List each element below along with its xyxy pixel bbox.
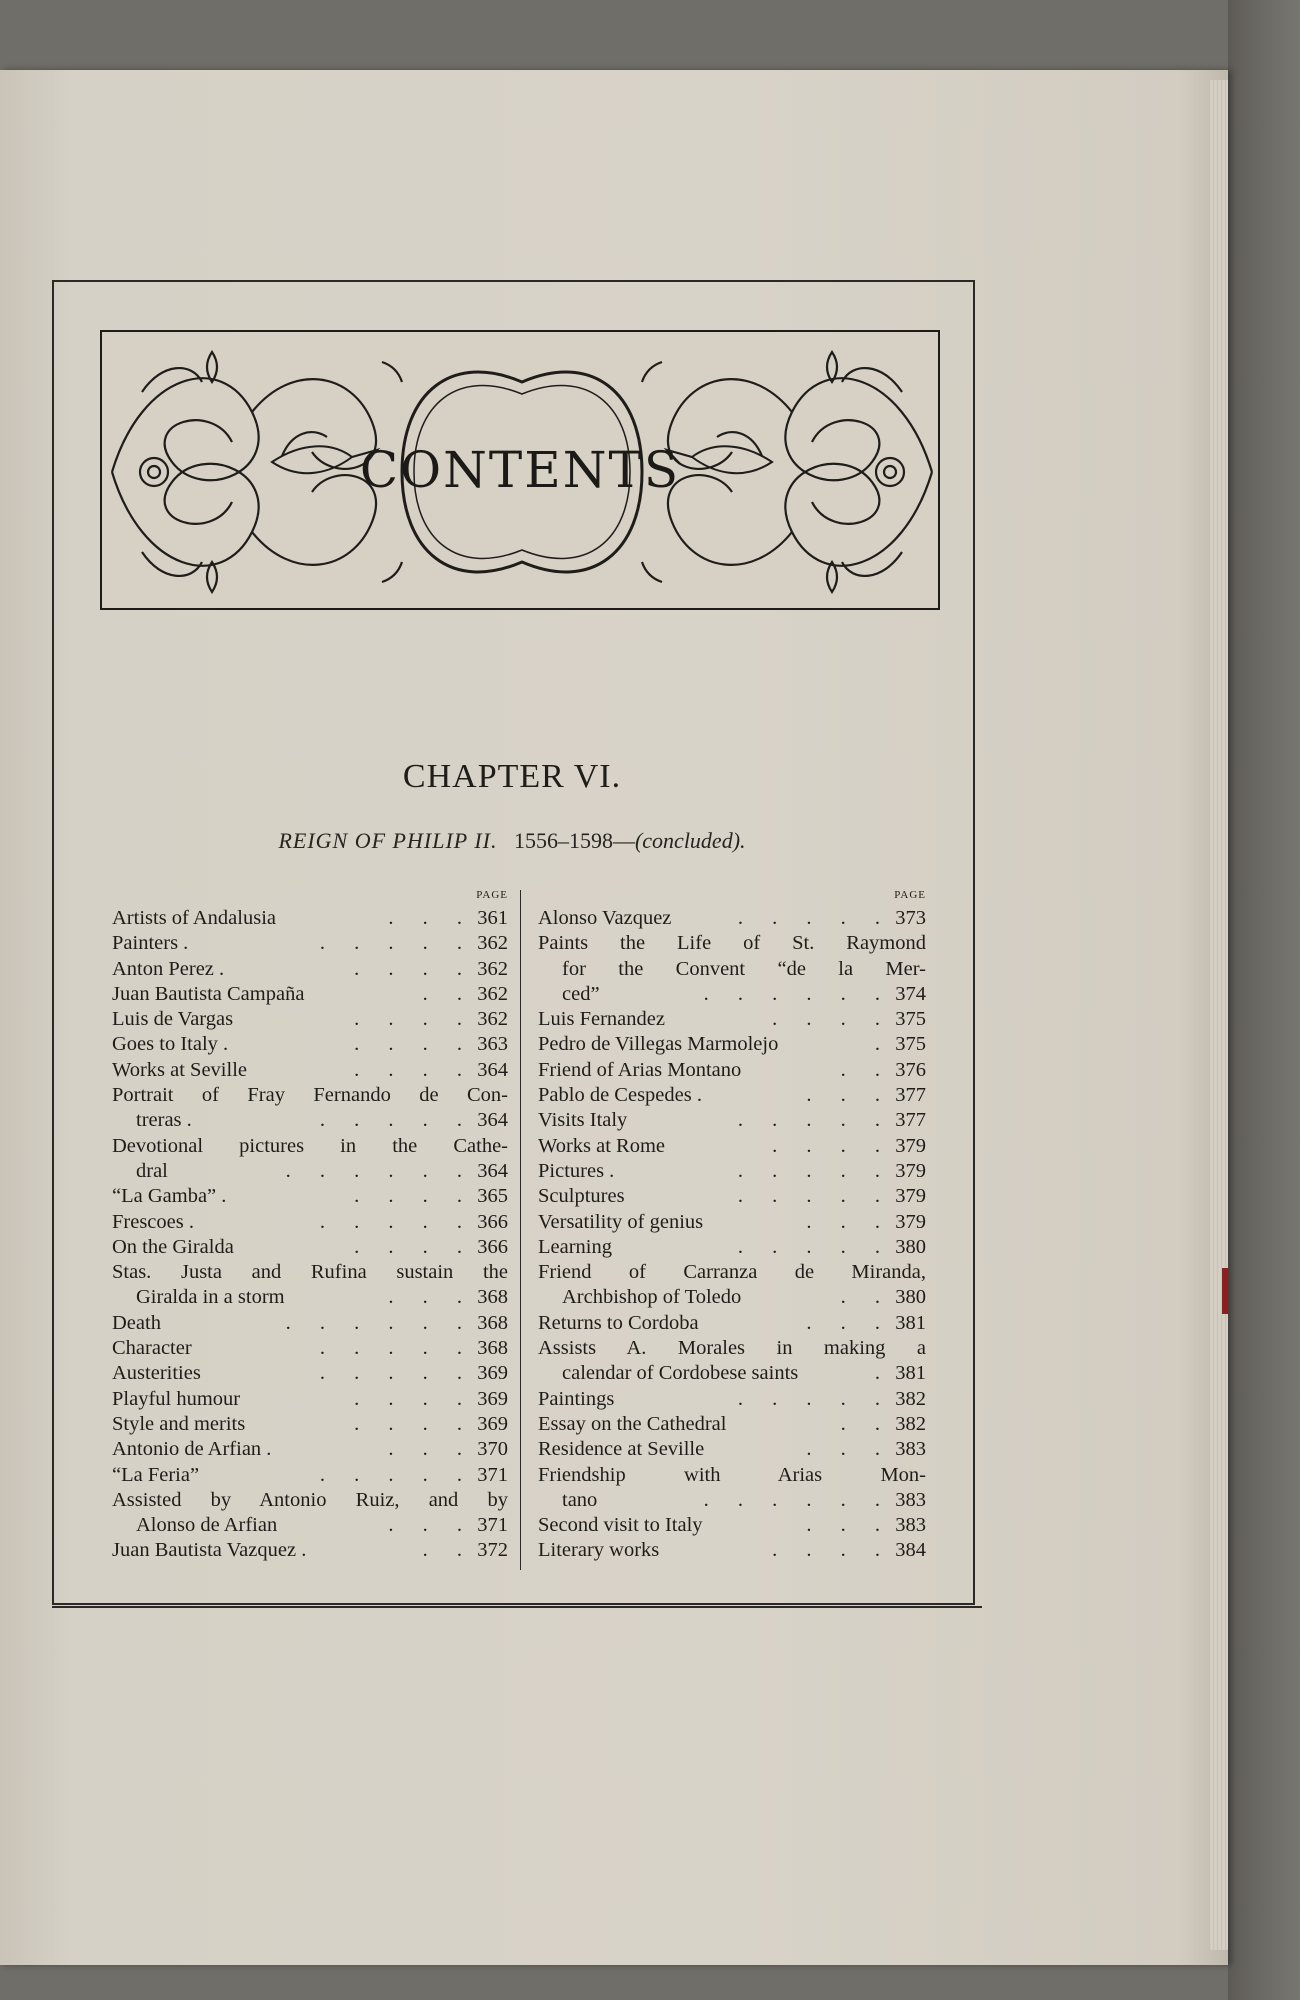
entry-page-number: 381 xyxy=(895,1311,926,1334)
contents-entry xyxy=(112,1159,508,1184)
dot-leader: . . . . xyxy=(772,1134,892,1157)
contents-entry xyxy=(112,982,508,1007)
chapter-subtitle xyxy=(0,828,1024,854)
entry-text: Works at Rome xyxy=(538,1134,666,1157)
dot-leader: . . . . . xyxy=(319,1337,474,1360)
entry-text: Playful humour xyxy=(112,1387,241,1410)
entry-page-number: 368 xyxy=(477,1337,508,1360)
contents-entry xyxy=(538,1058,926,1083)
entry-text: Works at Seville xyxy=(112,1058,247,1081)
entry-text: Juan Bautista Vazquez . xyxy=(112,1539,307,1562)
entry-page-number: 370 xyxy=(477,1438,508,1461)
concluded-label: (concluded). xyxy=(634,828,746,853)
contents-entry xyxy=(112,1412,508,1437)
red-bookmark-edge xyxy=(1222,1268,1228,1314)
entry-page-number: 366 xyxy=(477,1210,508,1233)
entry-text: Austerities xyxy=(112,1362,201,1385)
entry-text: Antonio de Arfian . xyxy=(112,1438,272,1461)
entry-page-number: 368 xyxy=(477,1311,508,1334)
entry-text: Essay on the Cathedral xyxy=(538,1412,727,1435)
dot-leader: . . . . . xyxy=(737,1387,892,1410)
dot-leader: . . . xyxy=(388,907,474,929)
contents-entry xyxy=(538,1134,926,1159)
contents-entry xyxy=(112,931,508,956)
entry-text: Second visit to Italy xyxy=(538,1514,703,1537)
entry-text: tano xyxy=(562,1488,598,1511)
contents-entry xyxy=(112,1336,508,1361)
dot-leader: . . . xyxy=(388,1514,474,1537)
scrollwork-ornament xyxy=(102,332,940,610)
entry-text: Friendship with Arias Mon- xyxy=(538,1463,926,1486)
contents-entry xyxy=(538,1184,926,1209)
entry-text: Friend of Arias Montano xyxy=(538,1058,742,1081)
dot-leader: . . . . xyxy=(354,1387,474,1410)
entry-text: Sculptures xyxy=(538,1185,625,1208)
contents-entry xyxy=(538,1285,926,1310)
contents-entry xyxy=(112,1387,508,1412)
entry-page-number: 384 xyxy=(895,1539,926,1562)
entry-text: ced” xyxy=(562,982,600,1005)
entry-text: Portrait of Fray Fernando de Con- xyxy=(112,1084,508,1107)
entry-text: Artists of Andalusia xyxy=(112,907,276,929)
dot-leader: . . . . xyxy=(354,1058,474,1081)
contents-entry xyxy=(538,1108,926,1133)
contents-entry xyxy=(538,1260,926,1285)
entry-page-number: 362 xyxy=(477,982,508,1005)
dot-leader: . . xyxy=(422,982,474,1005)
entry-text: Anton Perez . xyxy=(112,957,225,980)
dot-leader: . . . . . xyxy=(737,1159,892,1182)
contents-entry xyxy=(538,1513,926,1538)
entry-page-number: 363 xyxy=(477,1033,508,1056)
contents-entry xyxy=(538,1159,926,1184)
contents-entry xyxy=(538,1235,926,1260)
entry-page-number: 369 xyxy=(477,1412,508,1435)
entry-text: Visits Italy xyxy=(538,1109,628,1132)
entry-text: Luis Fernandez xyxy=(538,1008,665,1031)
contents-entry xyxy=(538,1083,926,1108)
dot-leader: . . . xyxy=(806,1438,892,1461)
contents-entry xyxy=(538,982,926,1007)
entry-text: Paintings xyxy=(538,1387,615,1410)
dot-leader: . . xyxy=(840,1058,892,1081)
entry-text: Pictures . xyxy=(538,1159,615,1182)
entry-text: Learning xyxy=(538,1235,612,1258)
entry-text: Versatility of genius xyxy=(538,1210,704,1233)
column-divider xyxy=(520,890,521,1570)
contents-entry xyxy=(538,1463,926,1488)
entry-page-number: 379 xyxy=(895,1134,926,1157)
page-edge xyxy=(1210,80,1228,1950)
entry-page-number: 362 xyxy=(477,1008,508,1031)
entry-page-number: 375 xyxy=(895,1033,926,1056)
dot-leader: . . . . . . xyxy=(285,1311,474,1334)
contents-entry xyxy=(538,1412,926,1437)
dot-leader: . . . . xyxy=(772,1008,892,1031)
contents-entry xyxy=(112,1260,508,1285)
right-entry-list xyxy=(538,906,926,1564)
entry-page-number: 376 xyxy=(895,1058,926,1081)
entry-page-number: 364 xyxy=(477,1159,508,1182)
entry-page-number: 364 xyxy=(477,1109,508,1132)
contents-entry xyxy=(112,1235,508,1260)
entry-text: Style and merits xyxy=(112,1412,246,1435)
entry-text: Pedro de Villegas Marmolejo xyxy=(538,1033,779,1056)
dot-leader: . . xyxy=(422,1539,474,1562)
entry-text: “La Gamba” . xyxy=(112,1185,227,1208)
entry-text: Luis de Vargas xyxy=(112,1008,234,1031)
contents-column-right xyxy=(538,884,926,1564)
contents-column-left xyxy=(112,884,508,1564)
entry-page-number: 362 xyxy=(477,932,508,955)
entry-page-number: 379 xyxy=(895,1185,926,1208)
dot-leader: . . . . . xyxy=(319,1463,474,1486)
dot-leader: . . xyxy=(840,1412,892,1435)
entry-page-number: 379 xyxy=(895,1159,926,1182)
dot-leader: . . . . xyxy=(354,1412,474,1435)
frame-bottom-rule xyxy=(52,1606,982,1608)
contents-entry xyxy=(538,1361,926,1386)
dot-leader: . . . . . xyxy=(319,1109,474,1132)
entry-page-number: 369 xyxy=(477,1362,508,1385)
contents-entry xyxy=(538,1437,926,1462)
dot-leader: . . . xyxy=(806,1084,892,1107)
dot-leader: . . . . . . xyxy=(703,982,892,1005)
contents-entry xyxy=(112,1488,508,1513)
contents-entry xyxy=(112,1184,508,1209)
reign-label: REIGN OF PHILIP II. xyxy=(278,828,498,853)
entry-text: Stas. Justa and Rufina sustain the xyxy=(112,1261,508,1284)
entry-text: Returns to Cordoba xyxy=(538,1311,699,1334)
entry-text: Assisted by Antonio Ruiz, and by xyxy=(112,1488,508,1511)
entry-text: calendar of Cordobese saints xyxy=(562,1362,799,1385)
entry-text: Death xyxy=(112,1311,161,1334)
dot-leader: . . . . . . xyxy=(285,1159,474,1182)
page-column-header: PAGE xyxy=(476,889,508,901)
dot-leader: . . . xyxy=(388,1286,474,1309)
contents-entry xyxy=(112,1361,508,1386)
entry-page-number: 371 xyxy=(477,1463,508,1486)
ornamental-headpiece xyxy=(100,330,940,610)
dot-leader: . . . . . xyxy=(737,1235,892,1258)
entry-text: for the Convent “de la Mer- xyxy=(562,957,926,980)
contents-entry xyxy=(112,1311,508,1336)
entry-text: Alonso de Arfian xyxy=(136,1514,278,1537)
entry-text: Friend of Carranza de Miranda, xyxy=(538,1261,926,1284)
entry-page-number: 382 xyxy=(895,1387,926,1410)
entry-text: Devotional pictures in the Cathe- xyxy=(112,1134,508,1157)
contents-entry xyxy=(112,1108,508,1133)
entry-page-number: 365 xyxy=(477,1185,508,1208)
entry-page-number: 382 xyxy=(895,1412,926,1435)
entry-text: dral xyxy=(136,1159,168,1182)
entry-page-number: 383 xyxy=(895,1438,926,1461)
contents-entry xyxy=(112,1513,508,1538)
dot-leader: . . . xyxy=(806,1514,892,1537)
dot-leader: . . . . xyxy=(354,1033,474,1056)
entry-page-number: 361 xyxy=(477,907,508,929)
dot-leader: . . . . . xyxy=(319,932,474,955)
background-right xyxy=(1228,0,1300,2000)
contents-entry xyxy=(112,957,508,982)
contents-entry xyxy=(538,931,926,956)
entry-page-number: 362 xyxy=(477,957,508,980)
contents-entry xyxy=(538,1007,926,1032)
entry-text: Assists A. Morales in making a xyxy=(538,1337,926,1360)
contents-entry xyxy=(112,1032,508,1057)
entry-page-number: 368 xyxy=(477,1286,508,1309)
contents-entry xyxy=(538,1488,926,1513)
page-column-header: PAGE xyxy=(894,889,926,901)
dot-leader: . xyxy=(874,1033,892,1056)
dot-leader: . . xyxy=(840,1286,892,1309)
entry-text: Giralda in a storm xyxy=(136,1286,285,1309)
contents-title: CONTENTS xyxy=(359,441,681,499)
contents-entry xyxy=(538,1538,926,1563)
contents-entry xyxy=(112,1134,508,1159)
contents-entry xyxy=(538,1210,926,1235)
entry-text: Residence at Seville xyxy=(538,1438,705,1461)
dot-leader: . . . . . xyxy=(319,1362,474,1385)
entry-page-number: 377 xyxy=(895,1084,926,1107)
dot-leader: . . . . . xyxy=(319,1210,474,1233)
dot-leader: . . . . xyxy=(772,1539,892,1562)
entry-page-number: 383 xyxy=(895,1488,926,1511)
contents-entry xyxy=(538,1336,926,1361)
contents-entry xyxy=(112,1083,508,1108)
contents-entry xyxy=(538,957,926,982)
entry-page-number: 364 xyxy=(477,1058,508,1081)
contents-entry xyxy=(112,1437,508,1462)
entry-page-number: 377 xyxy=(895,1109,926,1132)
entry-page-number: 383 xyxy=(895,1514,926,1537)
contents-entry xyxy=(112,1210,508,1235)
entry-text: Archbishop of Toledo xyxy=(562,1286,742,1309)
contents-entry xyxy=(112,1538,508,1563)
chapter-heading: CHAPTER VI. xyxy=(402,758,622,795)
entry-page-number: 366 xyxy=(477,1235,508,1258)
entry-text: On the Giralda xyxy=(112,1235,234,1258)
entry-page-number: 369 xyxy=(477,1387,508,1410)
entry-page-number: 380 xyxy=(895,1235,926,1258)
dot-leader: . . . . . xyxy=(737,1185,892,1208)
contents-entry xyxy=(112,906,508,931)
entry-page-number: 379 xyxy=(895,1210,926,1233)
dot-leader: . . . xyxy=(388,1438,474,1461)
dot-leader: . xyxy=(874,1362,892,1385)
dot-leader: . . . xyxy=(806,1210,892,1233)
entry-page-number: 375 xyxy=(895,1008,926,1031)
entry-page-number: 372 xyxy=(477,1539,508,1562)
entry-text: Painters . xyxy=(112,932,189,955)
dot-leader: . . . . xyxy=(354,1008,474,1031)
contents-entry xyxy=(112,1285,508,1310)
dot-leader: . . . . xyxy=(354,957,474,980)
entry-page-number: 371 xyxy=(477,1514,508,1537)
dot-leader: . . . xyxy=(806,1311,892,1334)
entry-page-number: 374 xyxy=(895,982,926,1005)
entry-text: treras . xyxy=(136,1109,192,1132)
dot-leader: . . . . . . xyxy=(703,1488,892,1511)
contents-entry xyxy=(112,1058,508,1083)
entry-text: Goes to Italy . xyxy=(112,1033,229,1056)
contents-entry xyxy=(538,1311,926,1336)
contents-entry xyxy=(112,1007,508,1032)
entry-text: “La Feria” xyxy=(112,1463,200,1486)
dot-leader: . . . . xyxy=(354,1235,474,1258)
contents-entry xyxy=(538,1387,926,1412)
entry-page-number: 381 xyxy=(895,1362,926,1385)
entry-page-number: 380 xyxy=(895,1286,926,1309)
dot-leader: . . . . xyxy=(354,1185,474,1208)
entry-page-number: 373 xyxy=(895,907,926,929)
entry-text: Frescoes . xyxy=(112,1210,194,1233)
entry-text: Literary works xyxy=(538,1539,660,1562)
left-entry-list xyxy=(112,906,508,1564)
entry-text: Paints the Life of St. Raymond xyxy=(538,932,926,955)
entry-text: Alonso Vazquez xyxy=(538,907,672,929)
entry-text: Juan Bautista Campaña xyxy=(112,982,305,1005)
years-label: 1556–1598— xyxy=(513,828,635,853)
entry-text: Character xyxy=(112,1337,192,1360)
entry-text: Pablo de Cespedes . xyxy=(538,1084,702,1107)
contents-entry xyxy=(538,1032,926,1057)
contents-entry xyxy=(112,1463,508,1488)
dot-leader: . . . . . xyxy=(737,1109,892,1132)
contents-entry xyxy=(538,906,926,931)
dot-leader: . . . . . xyxy=(737,907,892,929)
